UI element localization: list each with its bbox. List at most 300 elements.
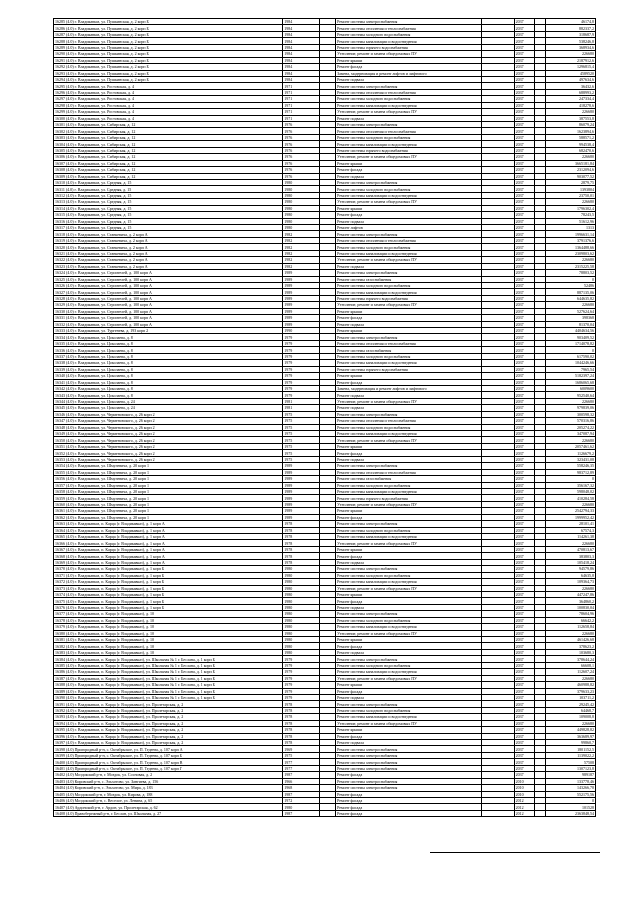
year-cell: 1979 — [283, 366, 320, 372]
work-type-cell: Ремонт подвала — [336, 218, 482, 224]
cost-cell: 105418,24 — [546, 559, 596, 565]
year-cell: 1976 — [283, 141, 320, 147]
plan-year-cell: 2037 — [514, 186, 534, 192]
year-cell: 1980 — [283, 643, 320, 649]
plan-year-cell: 2037 — [514, 727, 534, 733]
cost-cell: 52486 — [546, 282, 596, 288]
cost-cell: 99860,7 — [546, 740, 596, 746]
work-type-cell: Утепление, ремонт и замена общедомовых ПУ — [336, 199, 482, 205]
object-cell: 16336 (4.0) г. Владикавказ, ул. Цоколаева, д. 8 — [54, 347, 283, 353]
plan-year-cell: 2037 — [514, 579, 534, 585]
year-cell: 1989 — [283, 482, 320, 488]
cost-cell: 64635,8 — [546, 572, 596, 578]
work-type-cell: Ремонт системы электроснабжения — [336, 752, 482, 758]
year-cell: 1978 — [283, 521, 320, 527]
object-cell: 16370 (4.0) г. Владикавказ, п. Карца (г. Владикавказ), д. 1 корп Б — [54, 566, 283, 572]
work-type-cell: Ремонт системы электроснабжения — [336, 746, 482, 752]
plan-year-cell: 2037 — [514, 44, 534, 50]
year-cell: 1984 — [283, 19, 320, 25]
work-type-cell: Ремонт системы электроснабжения — [336, 656, 482, 662]
cost-cell: 0 — [546, 276, 596, 282]
cost-cell: 387553,8 — [546, 115, 596, 121]
cost-cell: 29245,42 — [546, 701, 596, 707]
work-type-cell: Ремонт фасада — [336, 167, 482, 173]
table-row — [54, 810, 596, 816]
plan-year-cell: 2037 — [514, 282, 534, 288]
cost-cell: 882337,2 — [546, 25, 596, 31]
object-cell: 16342 (4.0) г. Владикавказ, ул. Цоколаева, д. 8 — [54, 385, 283, 391]
work-type-cell: Утепление, ремонт и замена общедомовых ПУ — [336, 398, 482, 404]
plan-year-cell: 2037 — [514, 591, 534, 597]
plan-year-cell: 2037 — [514, 546, 534, 552]
plan-year-cell: 2010 — [514, 778, 534, 784]
cost-cell: 368934,6 — [546, 44, 596, 50]
year-cell: 1989 — [283, 463, 320, 469]
object-cell: 16320 (4.0) г. Владикавказ, ул. Станкевича, д. 2 корп А — [54, 244, 283, 250]
work-type-cell: Ремонт системы электроснабжения — [336, 334, 482, 340]
work-type-cell: Ремонт фасада — [336, 450, 482, 456]
cost-cell: 78604,96 — [546, 611, 596, 617]
year-cell: 1980 — [283, 179, 320, 185]
cost-cell: 112658,84 — [546, 624, 596, 630]
year-cell: 1976 — [283, 167, 320, 173]
cost-cell: 109008,8 — [546, 714, 596, 720]
work-type-cell: Ремонт крыши — [336, 160, 482, 166]
year-cell: 1982 — [283, 244, 320, 250]
cost-cell: 378623,2 — [546, 643, 596, 649]
cost-cell: 2363848,54 — [546, 810, 596, 816]
plan-year-cell: 2037 — [514, 154, 534, 160]
year-cell: 1976 — [283, 128, 320, 134]
cost-cell: 460988,82 — [546, 682, 596, 688]
year-cell: 1979 — [283, 340, 320, 346]
work-type-cell: Утепление, ремонт и замена общедомовых ПУ — [336, 257, 482, 263]
work-type-cell: Ремонт системы отопления и теплоснабжения — [336, 128, 482, 134]
object-cell: 16384 (4.0) г. Владикавказ, п. Карца (г. Владикавказ), ул. Школьная № 1 г. Беслана, д. 1 корп Б — [54, 656, 283, 662]
plan-year-cell: 2037 — [514, 147, 534, 153]
works-table-body — [54, 19, 596, 817]
year-cell: 1978 — [283, 527, 320, 533]
work-type-cell: Ремонт системы канализации и водоотведения — [336, 669, 482, 675]
plan-year-cell: 2037 — [514, 527, 534, 533]
object-cell: 16314 (4.0) г. Владикавказ, ул. Средняя, д. 15 — [54, 205, 283, 211]
cost-cell: 1796302,4 — [546, 205, 596, 211]
work-type-cell: Ремонт системы горячего водоснабжения — [336, 495, 482, 501]
cost-cell: 28101,41 — [546, 521, 596, 527]
work-type-cell: Ремонт фасада — [336, 212, 482, 218]
year-cell: 1984 — [283, 44, 320, 50]
year-cell: 1980 — [283, 225, 320, 231]
plan-year-cell: 2037 — [514, 205, 534, 211]
object-cell: 16318 (4.0) г. Владикавказ, ул. Станкевича, д. 2 корп А — [54, 231, 283, 237]
year-cell: 1984 — [283, 38, 320, 44]
plan-year-cell: 2037 — [514, 772, 534, 778]
plan-year-cell: 2037 — [514, 508, 534, 514]
year-cell: 1989 — [283, 469, 320, 475]
object-cell: 16404 (4.0) Кировский р-н, с. Эльхотово, ул. Мира, д. 183 — [54, 785, 283, 791]
year-cell: 1980 — [283, 579, 320, 585]
plan-year-cell: 2037 — [514, 669, 534, 675]
year-cell: 1969 — [283, 746, 320, 752]
cost-cell: 0 — [546, 347, 596, 353]
work-type-cell: Ремонт системы электроснабжения — [336, 231, 482, 237]
object-cell: 16359 (4.0) г. Владикавказ, ул. Шмулевича, д. 20 корп 1 — [54, 495, 283, 501]
plan-year-cell: 2037 — [514, 38, 534, 44]
cost-cell: 226680 — [546, 154, 596, 160]
object-cell: 16348 (4.0) г. Владикавказ, ул. Черменовского, д. 26 корп 2 — [54, 424, 283, 430]
object-cell: 16356 (4.0) г. Владикавказ, ул. Шмулевича, д. 20 корп 1 — [54, 476, 283, 482]
year-cell: 1978 — [283, 540, 320, 546]
cost-cell: 226680 — [546, 501, 596, 507]
plan-year-cell: 2037 — [514, 366, 534, 372]
work-type-cell: Ремонт системы канализации и водоотведения — [336, 38, 482, 44]
work-type-cell: Ремонт крыши — [336, 373, 482, 379]
plan-year-cell: 2037 — [514, 624, 534, 630]
year-cell: 1979 — [283, 682, 320, 688]
plan-year-cell: 2037 — [514, 334, 534, 340]
document-page — [53, 18, 596, 817]
cost-cell: 226680 — [546, 302, 596, 308]
year-cell: 1971 — [283, 109, 320, 115]
year-cell: 1979 — [283, 385, 320, 391]
work-type-cell: Ремонт крыши — [336, 682, 482, 688]
plan-year-cell: 2037 — [514, 740, 534, 746]
year-cell: 1989 — [283, 315, 320, 321]
year-cell: 1979 — [283, 392, 320, 398]
work-type-cell: Ремонт подвала — [336, 115, 482, 121]
work-type-cell: Ремонт системы холодного водоснабжения — [336, 527, 482, 533]
plan-year-cell: 2037 — [514, 707, 534, 713]
empty-cell — [534, 810, 546, 816]
cost-cell: 78803,52 — [546, 270, 596, 276]
cost-cell: 5182397,24 — [546, 373, 596, 379]
plan-year-cell: 2037 — [514, 540, 534, 546]
work-type-cell: Ремонт фасада — [336, 733, 482, 739]
year-cell: 1979 — [283, 688, 320, 694]
cost-cell: 1313 — [546, 225, 596, 231]
plan-year-cell: 2037 — [514, 115, 534, 121]
object-cell: 16346 (4.0) г. Владикавказ, ул. Черменовского, д. 26 корп 2 — [54, 411, 283, 417]
empty-cell — [320, 810, 336, 816]
work-type-cell: Ремонт подвала — [336, 263, 482, 269]
year-cell: 1976 — [283, 147, 320, 153]
work-type-cell: Ремонт крыши — [336, 328, 482, 334]
work-type-cell: Ремонт системы электроснабжения — [336, 778, 482, 784]
year-cell: 1981 — [283, 405, 320, 411]
cost-cell: 226680 — [546, 675, 596, 681]
work-type-cell: Утепление, ремонт и замена общедомовых ПУ — [336, 720, 482, 726]
footer-rule — [430, 852, 600, 853]
cost-cell: 226680 — [546, 199, 596, 205]
plan-year-cell: 2037 — [514, 720, 534, 726]
work-type-cell: Ремонт системы канализации и водоотведения — [336, 488, 482, 494]
work-type-cell: Ремонт системы холодного водоснабжения — [336, 353, 482, 359]
object-cell: 16327 (4.0) г. Владикавказ, ул. Строителей, д. 100 корп А — [54, 289, 283, 295]
cost-cell: 2879,75 — [546, 179, 596, 185]
work-type-cell: Ремонт системы электроснабжения — [336, 765, 482, 771]
year-cell: 1980 — [283, 611, 320, 617]
plan-year-cell: 2037 — [514, 31, 534, 37]
work-type-cell: Ремонт фасада — [336, 688, 482, 694]
plan-year-cell: 2037 — [514, 443, 534, 449]
work-type-cell: Ремонт системы отопления и теплоснабжения — [336, 237, 482, 243]
cost-cell: 347087,94 — [546, 431, 596, 437]
plan-year-cell: 2037 — [514, 637, 534, 643]
work-type-cell: Ремонт системы канализации и водоотведения — [336, 289, 482, 295]
plan-year-cell: 2037 — [514, 694, 534, 700]
year-cell: 1979 — [283, 347, 320, 353]
year-cell: 1980 — [283, 604, 320, 610]
year-cell: 1979 — [283, 334, 320, 340]
object-cell: 16305 (4.0) г. Владикавказ, ул. Сибирская, д. 12 — [54, 147, 283, 153]
plan-year-cell: 2037 — [514, 617, 534, 623]
work-type-cell: Ремонт системы канализации и водоотведения — [336, 714, 482, 720]
cost-cell: 67574,3 — [546, 527, 596, 533]
cost-cell: 36432,6 — [546, 83, 596, 89]
work-type-cell: Ремонт системы отопления и теплоснабжения — [336, 469, 482, 475]
work-type-cell: Ремонт системы отопления и теплоснабжения — [336, 25, 482, 31]
cost-cell: 1686065,68 — [546, 379, 596, 385]
plan-year-cell: 2037 — [514, 431, 534, 437]
year-cell: 1984 — [283, 76, 320, 82]
work-type-cell: Ремонт подвала — [336, 740, 482, 746]
work-type-cell: Ремонт системы холодного водоснабжения — [336, 617, 482, 623]
work-type-cell: Ремонт крыши — [336, 205, 482, 211]
object-cell: 16319 (4.0) г. Владикавказ, ул. Станкевича, д. 2 корп А — [54, 237, 283, 243]
work-type-cell: Ремонт фасада — [336, 598, 482, 604]
plan-year-cell: 2037 — [514, 250, 534, 256]
object-cell: 16317 (4.0) г. Владикавказ, ул. Средняя, д. 15 — [54, 225, 283, 231]
year-cell: 1980 — [283, 649, 320, 655]
work-type-cell: Ремонт системы электроснабжения — [336, 179, 482, 185]
plan-year-cell: 2037 — [514, 212, 534, 218]
year-cell: 1989 — [283, 302, 320, 308]
cost-cell: 323431,08 — [546, 456, 596, 462]
object-cell: 16353 (4.0) г. Владикавказ, ул. Черменовского, д. 26 корп 2 — [54, 456, 283, 462]
object-cell: 16397 (4.0) г. Владикавказ, п. Карца (г. Владикавказ), ул. Пролетарская, д. 2 — [54, 740, 283, 746]
cost-cell: 66642,2 — [546, 617, 596, 623]
year-cell: 1978 — [283, 534, 320, 540]
plan-year-cell: 2037 — [514, 482, 534, 488]
plan-year-cell: 2037 — [514, 19, 534, 25]
work-type-cell: Замена, модернизация и ремонт лифтов и лифтового — [336, 385, 482, 391]
plan-year-cell: 2037 — [514, 244, 534, 250]
work-type-cell: Утепление, ремонт и замена общедомовых ПУ — [336, 302, 482, 308]
work-type-cell: Ремонт фасада — [336, 64, 482, 70]
object-cell: 16393 (4.0) г. Владикавказ, п. Карца (г. Владикавказ), ул. Пролетарская, д. 2 — [54, 714, 283, 720]
object-cell: 16400 (4.0) Пригородный р-н, с. Октябрьское, ул. П. Тедеева, д. 107 корп В — [54, 759, 283, 765]
plan-year-cell: 2037 — [514, 57, 534, 63]
plan-year-cell: 2037 — [514, 231, 534, 237]
plan-year-cell: 2037 — [514, 476, 534, 482]
work-type-cell: Ремонт фасада — [336, 797, 482, 803]
plan-year-cell: 2037 — [514, 630, 534, 636]
cost-cell: 1296815,4 — [546, 64, 596, 70]
year-cell: 1978 — [283, 707, 320, 713]
object-cell: 16289 (4.0) г. Владикавказ, ул. Пушкинская, д. 2 корп Б — [54, 44, 283, 50]
work-type-cell: Ремонт фасада — [336, 553, 482, 559]
year-cell: 1982 — [283, 263, 320, 269]
year-cell: 1977 — [283, 765, 320, 771]
plan-year-cell: 2037 — [514, 199, 534, 205]
work-type-cell: Ремонт подвала — [336, 559, 482, 565]
year-cell: 1979 — [283, 353, 320, 359]
cost-cell: 682470,6 — [546, 147, 596, 153]
work-type-cell: Ремонт системы электроснабжения — [336, 611, 482, 617]
object-cell: 16345 (4.0) г. Владикавказ, ул. Цоколаева, д. 24 — [54, 405, 283, 411]
plan-year-cell: 2037 — [514, 270, 534, 276]
work-type-cell: Ремонт системы газоснабжения — [336, 476, 482, 482]
plan-year-cell: 2037 — [514, 89, 534, 95]
year-cell: 1987 — [283, 810, 320, 816]
plan-year-cell: 2037 — [514, 501, 534, 507]
object-cell: 16349 (4.0) г. Владикавказ, ул. Черменовского, д. 26 корп 2 — [54, 431, 283, 437]
cost-cell: 2309803,62 — [546, 250, 596, 256]
object-cell: 16402 (4.0) Моздокский р-н, г. Моздок, ул. Сосновая, д. 2 — [54, 772, 283, 778]
cost-cell: 2542794,33 — [546, 508, 596, 514]
cost-cell: 570316,86 — [546, 418, 596, 424]
plan-year-cell: 2037 — [514, 308, 534, 314]
plan-year-cell: 2037 — [514, 218, 534, 224]
cost-cell: 383803,3 — [546, 553, 596, 559]
cost-cell: 57508 — [546, 759, 596, 765]
cost-cell: 66608,1 — [546, 662, 596, 668]
object-cell: 16352 (4.0) г. Владикавказ, ул. Черменовского, д. 26 корп 2 — [54, 450, 283, 456]
object-cell: 16300 (4.0) г. Владикавказ, ул. Ростовская, д. 4 — [54, 115, 283, 121]
work-type-cell: Ремонт подвала — [336, 694, 482, 700]
object-cell: 16382 (4.0) г. Владикавказ, п. Карца (г. Владикавказ), д. 10 — [54, 643, 283, 649]
work-type-cell: Ремонт подвала — [336, 76, 482, 82]
object-cell: 16337 (4.0) г. Владикавказ, ул. Цоколаева, д. 8 — [54, 353, 283, 359]
object-cell: 16333 (4.0) г. Владикавказ, ул. Тургенева, д. 193 корп 2 — [54, 328, 283, 334]
object-cell: 16302 (4.0) г. Владикавказ, ул. Сибирская, д. 12 — [54, 128, 283, 134]
works-table — [53, 18, 596, 817]
work-type-cell: Ремонт системы канализации и водоотведения — [336, 250, 482, 256]
cost-cell: 588571,2 — [546, 134, 596, 140]
cost-cell: 4404634,56 — [546, 328, 596, 334]
cost-cell: 100830,04 — [546, 604, 596, 610]
plan-year-cell: 2037 — [514, 353, 534, 359]
year-cell: 1989 — [283, 495, 320, 501]
year-cell: 1971 — [283, 115, 320, 121]
work-type-cell: Ремонт системы электроснабжения — [336, 759, 482, 765]
plan-year-cell: 2037 — [514, 714, 534, 720]
year-cell: 1980 — [283, 804, 320, 810]
work-type-cell: Ремонт системы горячего водоснабжения — [336, 366, 482, 372]
work-type-cell: Ремонт подвала — [336, 392, 482, 398]
cost-cell: 3665181,84 — [546, 160, 596, 166]
object-cell: 16335 (4.0) г. Владикавказ, ул. Цоколаева, д. 8 — [54, 340, 283, 346]
work-type-cell: Утепление, ремонт и замена общедомовых ПУ — [336, 585, 482, 591]
work-type-cell: Ремонт системы горячего водоснабжения — [336, 44, 482, 50]
object-cell: 16408 (4.0) Правобережный р-н, г. Беслан, ул. Школьная, д. 27 — [54, 810, 283, 816]
object-cell: 16354 (4.0) г. Владикавказ, ул. Шмулевича, д. 20 корп 1 — [54, 463, 283, 469]
work-type-cell: Ремонт системы электроснабжения — [336, 566, 482, 572]
plan-year-cell: 2037 — [514, 398, 534, 404]
object-cell: 16398 (4.0) Пригородный р-н, с. Октябрьское, ул. П. Тедеева, д. 107 корп А — [54, 746, 283, 752]
plan-year-cell: 2037 — [514, 559, 534, 565]
object-cell: 16308 (4.0) г. Владикавказ, ул. Сибирская, д. 12 — [54, 167, 283, 173]
object-cell: 16360 (4.0) г. Владикавказ, ул. Шмулевича, д. 20 корп 1 — [54, 501, 283, 507]
plan-year-cell: 2012 — [514, 804, 534, 810]
work-type-cell: Ремонт системы канализации и водоотведения — [336, 431, 482, 437]
cost-cell: 143266,78 — [546, 785, 596, 791]
cost-cell: 226680 — [546, 540, 596, 546]
cost-cell: 418278,6 — [546, 102, 596, 108]
object-cell: 16375 (4.0) г. Владикавказ, п. Карца (г. Владикавказ), д. 1 корп Б — [54, 598, 283, 604]
year-cell: 1978 — [283, 553, 320, 559]
cost-cell: 1126679,2 — [546, 450, 596, 456]
work-type-cell: Ремонт системы холодного водоснабжения — [336, 424, 482, 430]
year-cell: 1980 — [283, 585, 320, 591]
cost-cell: 318687,9 — [546, 31, 596, 37]
cost-cell: 300598,32 — [546, 411, 596, 417]
cost-cell: 1999952,42 — [546, 514, 596, 520]
plan-year-cell: 2037 — [514, 649, 534, 655]
plan-year-cell: 2037 — [514, 83, 534, 89]
work-type-cell: Ремонт системы электроснабжения — [336, 463, 482, 469]
work-type-cell: Ремонт системы холодного водоснабжения — [336, 31, 482, 37]
plan-year-cell: 2037 — [514, 643, 534, 649]
work-type-cell: Ремонт системы канализации и водоотведения — [336, 534, 482, 540]
object-cell: 16309 (4.0) г. Владикавказ, ул. Сибирская, д. 12 — [54, 173, 283, 179]
year-cell: 1978 — [283, 733, 320, 739]
work-type-cell: Ремонт подвала — [336, 405, 482, 411]
year-cell: 1989 — [283, 282, 320, 288]
plan-year-cell: 2037 — [514, 411, 534, 417]
object-cell: 16290 (4.0) г. Владикавказ, ул. Пушкинская, д. 2 корп Б — [54, 51, 283, 57]
year-cell: 1975 — [283, 424, 320, 430]
year-cell: 1976 — [283, 160, 320, 166]
cost-cell: 109364,73 — [546, 579, 596, 585]
object-cell: 16315 (4.0) г. Владикавказ, ул. Средняя, д. 15 — [54, 212, 283, 218]
cost-cell: 133778,46 — [546, 778, 596, 784]
year-cell: 1990 — [283, 328, 320, 334]
object-cell: 16362 (4.0) г. Владикавказ, ул. Шмулевича, д. 20 корп 1 — [54, 514, 283, 520]
cost-cell: 1801152,5 — [546, 746, 596, 752]
plan-year-cell: 2037 — [514, 514, 534, 520]
object-cell: 16341 (4.0) г. Владикавказ, ул. Цоколаева, д. 8 — [54, 379, 283, 385]
plan-year-cell: 2037 — [514, 295, 534, 301]
year-cell: 1984 — [283, 70, 320, 76]
year-cell: 1980 — [283, 637, 320, 643]
work-type-cell: Ремонт фасада — [336, 804, 482, 810]
cost-cell: 0 — [546, 797, 596, 803]
work-type-cell: Ремонт крыши — [336, 546, 482, 552]
object-cell: 16383 (4.0) г. Владикавказ, п. Карца (г. Владикавказ), д. 10 — [54, 649, 283, 655]
year-cell: 1975 — [283, 431, 320, 437]
plan-year-cell: 2037 — [514, 469, 534, 475]
plan-year-cell: 2010 — [514, 785, 534, 791]
year-cell: 1989 — [283, 276, 320, 282]
cost-cell: 226680 — [546, 585, 596, 591]
cost-cell: 983712,89 — [546, 469, 596, 475]
work-type-cell: Ремонт крыши — [336, 57, 482, 63]
object-cell: 16316 (4.0) г. Владикавказ, ул. Средняя, д. 15 — [54, 218, 283, 224]
plan-year-cell: 2037 — [514, 340, 534, 346]
work-type-cell: Ремонт системы газоснабжения — [336, 276, 482, 282]
year-cell: 1987 — [283, 772, 320, 778]
work-type-cell: Ремонт фасада — [336, 810, 482, 816]
cost-cell: 2187912,6 — [546, 57, 596, 63]
plan-year-cell: 2037 — [514, 225, 534, 231]
plan-year-cell: 2037 — [514, 192, 534, 198]
cost-cell: 112607,24 — [546, 669, 596, 675]
work-type-cell: Ремонт системы канализации и водоотведения — [336, 360, 482, 366]
object-cell: 16334 (4.0) г. Владикавказ, ул. Цоколаева, д. 8 — [54, 334, 283, 340]
object-cell: 16328 (4.0) г. Владикавказ, ул. Строителей, д. 100 корп А — [54, 295, 283, 301]
work-type-cell: Ремонт системы холодного водоснабжения — [336, 282, 482, 288]
